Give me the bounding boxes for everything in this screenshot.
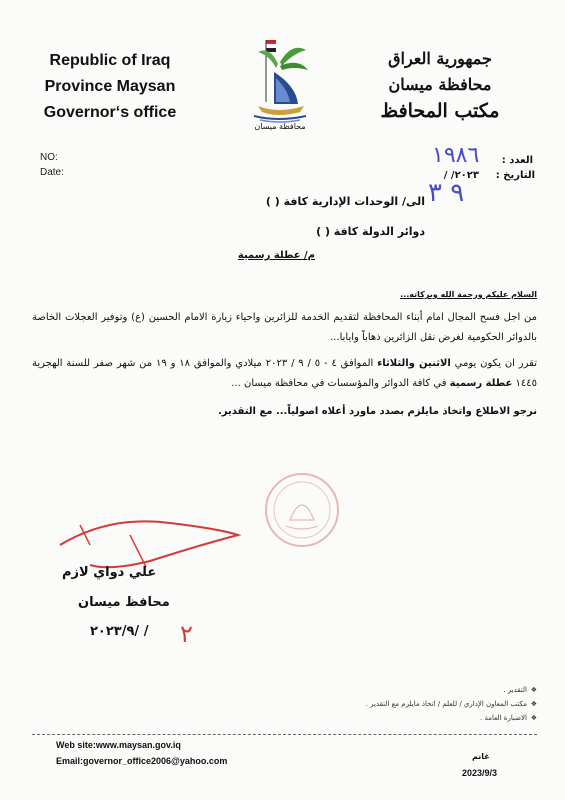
footer-email: Email:governor_office2006@yahoo.com [56,756,228,766]
footer-website: Web site:www.maysan.gov.iq [56,740,181,750]
ar-republic: جمهورية العراق [388,49,492,68]
addressee-line-1: الى/ الوحدات الإدارية كافة ( ) [265,195,425,208]
date-label-ar: التاريخ : [495,170,535,181]
en-republic: Republic of Iraq [49,52,171,69]
body-paragraph-3: نرجو الاطلاع واتخاذ مايلزم بصدد ماورد أعلاه اصولياً... مع التقدير. [217,406,537,417]
signature-hand-day: ٢ [180,620,193,648]
ar-office: مكتب المحافظ [380,100,500,122]
en-province: Province Maysan [44,78,176,95]
footer-date: 2023/9/3 [462,768,498,778]
p2-bold-days: الاثنين والثلاثاء [377,358,451,369]
logo-caption: محافظة ميسان [254,122,306,131]
english-letterhead [30,48,190,126]
cc-item-2: ❖ مكتب المعاون الإداري / للعلم / اتخاذ مايلزم مع التقدير . [277,697,537,711]
no-label: NO: [40,152,58,163]
greeting: السلام عليكم ورحمة الله وبركاته... [400,290,537,299]
cc-item-3: ❖ الاضبارة العامة . [277,711,537,725]
signatory-title: محافظ ميسان [78,595,170,610]
body-paragraph-2 [32,354,537,394]
body-paragraph-1: من اجل فسح المجال امام أبناء المحافظة لتقديم الخدمة للزائرين واحياء زيارة الامام الحسين (ع) وتوفير العجلات الخاصة بالدوائر الحكومية لغرض نقل الزائرين ذهاباً وايابا... [32,312,537,343]
date-template: / /٢٠٢٣ [443,170,479,181]
signatory-name: علي دواي لازم [62,565,157,580]
en-office: Governor‘s office [43,104,177,121]
signature-date: ٢٠٢٣/٩/ / [90,624,149,639]
handwritten-date: ٩ ٣ [428,178,465,208]
subject: م/ عطلة رسمية [237,250,315,261]
number-label-ar: العدد : [501,155,533,166]
p2-part-a: تقرر ان يكون يومي [450,358,537,369]
footer-initials: غانم [472,752,490,761]
p2-bold-holiday: عطلة رسمية [449,378,513,389]
p2-part-c: في كافة الدوائر والمؤسسات في محافظة ميسان ... [231,378,450,389]
cc-list [277,683,537,725]
maysan-logo-icon [240,32,318,132]
addressee-line-2: دوائر الدولة كافة ( ) [316,225,425,238]
official-stamp-icon [262,470,342,550]
arabic-letterhead [375,46,505,124]
cc-item-1: ❖ التقدير . [277,683,537,697]
handwritten-number: ١٩٨٦ [432,143,480,168]
p2-part-b: الموافق ٤ - ٥ / ٩ / ٢٠٢٣ ميلادي والموافق ١٨ و ١٩ من شهر صفر للسنة الهجرية ١٤٤٥ [32,358,537,389]
ar-province: محافظة ميسان [388,75,492,94]
date-label: Date: [40,167,64,178]
footer-divider [32,734,537,735]
